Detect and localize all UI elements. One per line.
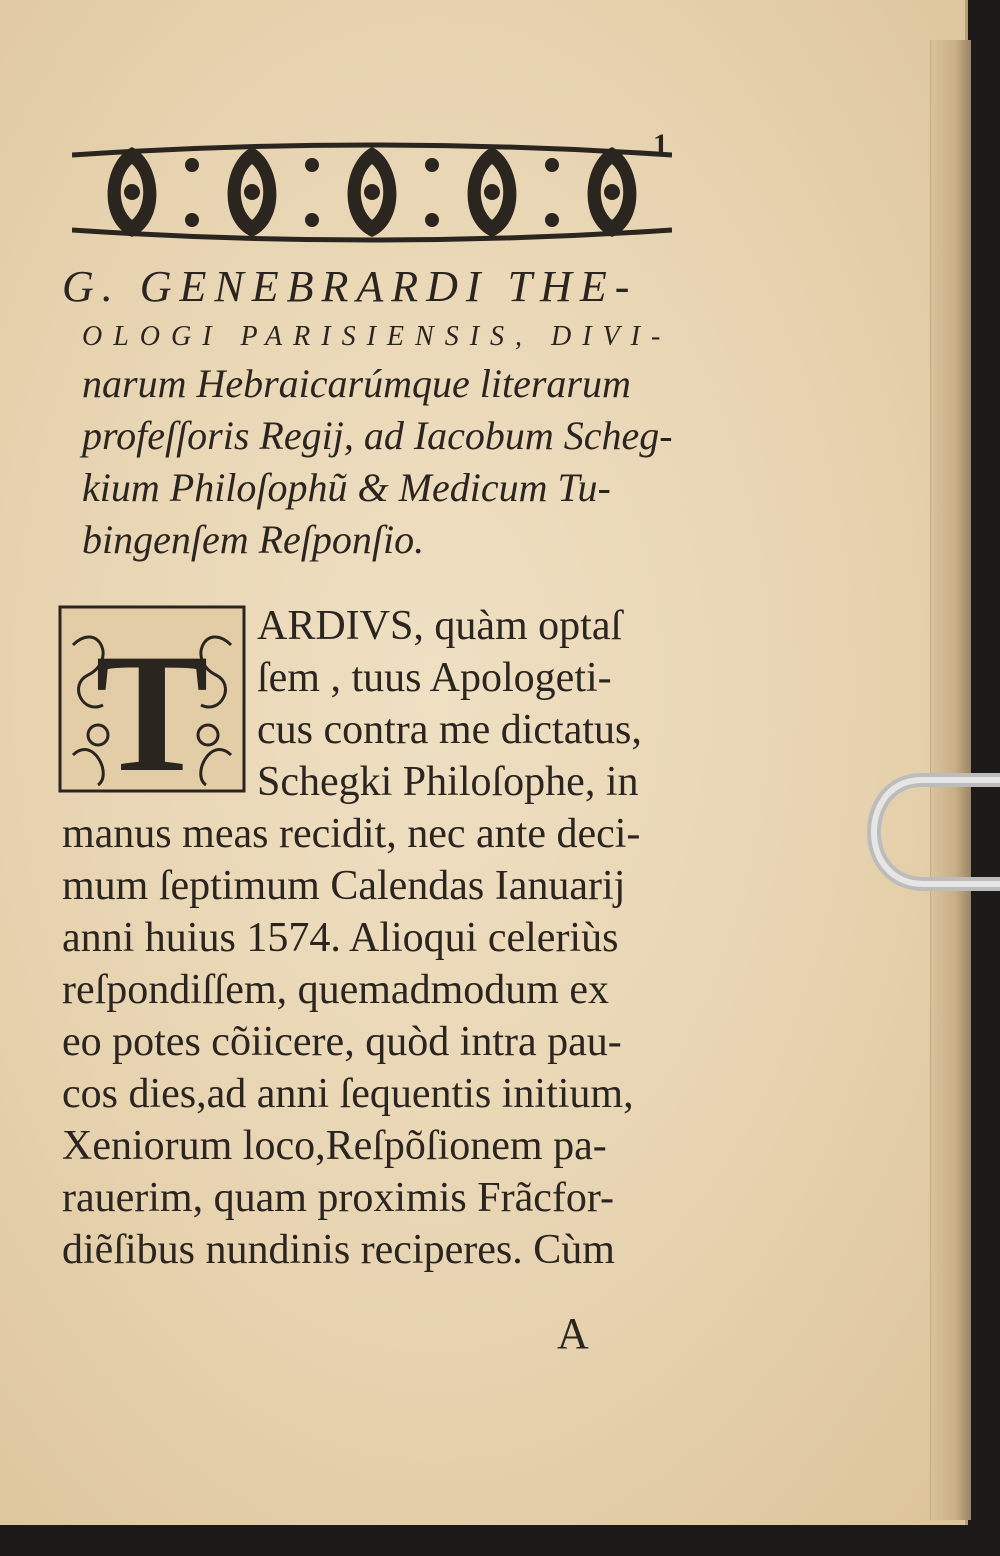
text-line: Xeniorum loco,Reſpõſionem pa- [62, 1123, 607, 1169]
text-line: cos dies,ad anni ſequentis initium, [62, 1071, 634, 1117]
text-line: reſpondiſſem, quemadmodum ex [62, 967, 610, 1013]
body-text [62, 600, 712, 1276]
title-heading [62, 258, 712, 566]
text-line: Schegki Philoſophe, in [257, 759, 639, 805]
ornament-band-icon [72, 135, 672, 250]
text-line: diẽſibus nundinis reciperes. Cùm [62, 1227, 615, 1273]
heading-line: narum Hebraicarúmque literarum [82, 361, 631, 406]
heading-line: bingenſem Reſponſio. [82, 517, 425, 562]
text-line: eo potes cõiicere, quòd intra pau- [62, 1019, 622, 1065]
heading-line: kium Philoſophũ & Medicum Tu- [82, 465, 611, 510]
heading-line: G. GENEBRARDI THE- [62, 262, 638, 311]
heading-line: OLOGI PARISIENSIS, DIVI- [82, 321, 672, 352]
catchword: A [557, 1309, 589, 1358]
text-line: rauerim, quam proximis Frãcfor- [62, 1175, 614, 1221]
text-line: manus meas recidit, nec ante deci- [62, 811, 641, 857]
text-line: ARDIVS, quàm optaſ [257, 603, 623, 649]
text-line: cus contra me dictatus, [257, 707, 642, 753]
paper-clip-icon [862, 768, 1000, 898]
text-line: anni huius 1574. Alioqui celeriùs [62, 915, 619, 961]
page-number: 1 [653, 128, 668, 161]
svg-text:T: T [95, 619, 209, 793]
text-line: mum ſeptimum Calendas Ianuarij [62, 863, 626, 909]
text-line: ſem , tuus Apologeti- [257, 655, 612, 701]
heading-line: profeſſoris Regij, ad Iacobum Scheg- [82, 413, 673, 458]
